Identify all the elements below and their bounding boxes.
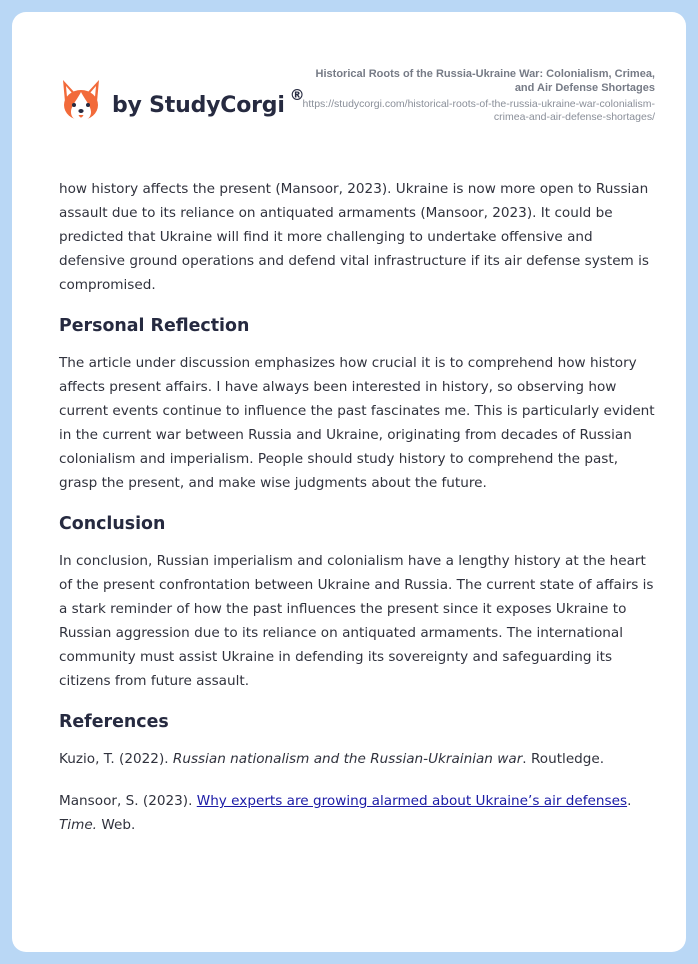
page-header (12, 12, 686, 162)
personal-reflection-paragraph: The article under discussion emphasizes how crucial it is to comprehend how history affects present affairs. I have always been interested in history, so observing how current events continue to influence the past fascinates me. This is particularly evident in the current war between Russia and Ukraine, originating from decades of Russian colonialism and imperialism. People should study history to comprehend the past, grasp the present, and make wise judgments about the future. (59, 355, 655, 491)
reference-item (59, 747, 655, 771)
reference-source: Time. (59, 817, 98, 833)
reference-authors: Mansoor, S. (2023). (59, 793, 197, 809)
studycorgi-logo[interactable] (60, 76, 305, 126)
conclusion-paragraph: In conclusion, Russian imperialism and colonialism have a lengthy history at the heart of the present confrontation between Ukraine and Russia. The current state of affairs is a stark reminder of how the past influences the present since it exposes Ukraine to Russian aggression due to its reliance on antiquated armaments. The international community must assist Ukraine in defending its sovereignty and safeguarding its citizens from future assault. (59, 553, 654, 689)
brand-name: by StudyCorgi (112, 92, 285, 118)
document-url[interactable]: https://studycorgi.com/historical-roots-of-the-russia-ukraine-war-colonialism-crimea-and-air-defense-shortages/ (302, 98, 655, 123)
reference-publisher: . Routledge. (522, 751, 605, 767)
corgi-icon (60, 78, 102, 124)
reference-item (59, 789, 655, 837)
document-content (59, 177, 655, 837)
conclusion-heading: Conclusion (59, 514, 166, 534)
reference-punct: . (627, 793, 632, 809)
intro-paragraph: how history affects the present (Mansoor, 2023). Ukraine is now more open to Russian assault due to its reliance on antiquated armaments (Mansoor, 2023). It could be predicted that Ukraine will find it more challenging to undertake offensive and defensive ground operations and defend vital infrastructure if its air defense system is compromised. (59, 181, 649, 293)
references-heading: References (59, 712, 169, 732)
reference-authors: Kuzio, T. (2022). (59, 751, 173, 767)
document-title: Historical Roots of the Russia-Ukraine War: Colonialism, Crimea, and Air Defense Shortages (315, 68, 655, 94)
document-meta (295, 67, 655, 124)
registered-mark: ® (289, 86, 305, 104)
reference-link[interactable]: Why experts are growing alarmed about Ukraine’s air defenses (196, 793, 628, 809)
reference-title: Russian nationalism and the Russian-Ukrainian war (172, 751, 523, 767)
reference-medium: Web. (97, 817, 136, 833)
document-page (12, 12, 686, 952)
personal-reflection-heading: Personal Reflection (59, 316, 250, 336)
